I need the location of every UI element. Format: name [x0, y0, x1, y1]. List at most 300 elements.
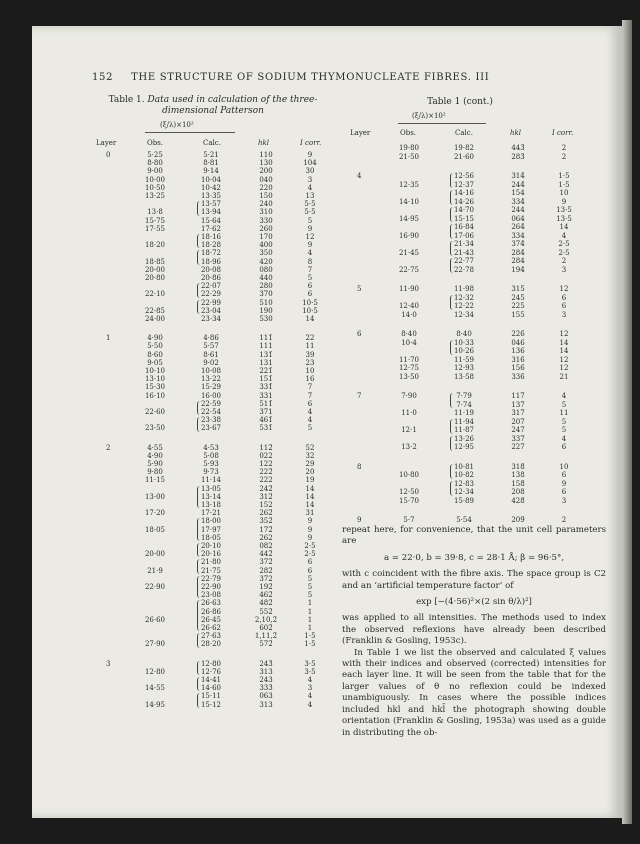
body-paragraph-1: repeat here, for convenience, that the unit cell parameters are — [342, 525, 606, 547]
calc-cell: 20·16 — [200, 550, 222, 559]
intensity-cell: 7 — [307, 391, 313, 400]
hkl-cell: 138 — [511, 471, 525, 479]
intensity-cell: 9 — [307, 224, 313, 233]
intensity-cell: 10 — [305, 367, 315, 375]
intensity-cell: 4 — [561, 392, 567, 400]
calc-cell: 17·06 — [453, 231, 475, 240]
layer-cell: 5 — [357, 285, 362, 293]
obs-cell: 5·7 — [403, 516, 415, 524]
intensity-cell: 4 — [307, 408, 313, 416]
intensity-cell: 6 — [561, 471, 567, 479]
body-paragraph-2: with c coincident with the fibre axis. The space group is C2 and an ‘artificial temperature factor’ of — [342, 569, 606, 591]
obs-cell: 5·90 — [147, 460, 163, 468]
obs-cell: 14·55 — [144, 684, 166, 693]
calc-cell: 12·32 — [453, 293, 475, 302]
table-row — [0, 373, 600, 382]
intensity-cell: 13·5 — [556, 214, 572, 223]
calc-cell: 11·87 — [453, 426, 475, 434]
calc-cell: 4·86 — [203, 334, 219, 343]
calc-cell: 14·70 — [453, 206, 475, 214]
calc-cell: 12·83 — [453, 479, 475, 488]
calc-cell: 18·72 — [200, 249, 222, 258]
intensity-cell: 9 — [307, 533, 313, 542]
hkl-cell: 150 — [259, 192, 273, 200]
calc-cell: 10·82 — [453, 471, 475, 479]
hkl-cell: 137̄ — [511, 400, 525, 409]
calc-cell: 22·79 — [200, 574, 222, 583]
hkl-cell: 510 — [259, 298, 273, 307]
intensity-cell: 5 — [307, 574, 313, 583]
obs-cell: 4·55 — [147, 443, 163, 452]
hkl-cell: 046 — [511, 338, 525, 347]
obs-cell: 22·90 — [144, 583, 166, 591]
intensity-cell: 10 — [559, 189, 569, 197]
obs-cell: 15·30 — [144, 383, 166, 392]
obs-cell: 13·8 — [147, 208, 163, 217]
intensity-cell: 5 — [561, 400, 567, 409]
obs-cell: 12·50 — [398, 488, 420, 496]
calc-cell: 17·21 — [200, 509, 222, 518]
hkl-cell: 158̄ — [511, 479, 525, 488]
obs-cell: 5·25 — [147, 151, 163, 159]
hkl-cell: 370 — [259, 290, 273, 299]
intensity-cell: 12 — [559, 285, 569, 293]
intensity-cell: 3·5 — [304, 659, 316, 668]
left-col-obs: Obs. — [147, 139, 164, 147]
left-table-caption — [82, 95, 344, 117]
intensity-cell: 1 — [307, 599, 313, 608]
calc-cell: 13·05 — [200, 484, 222, 493]
hkl-cell: 192̄ — [259, 583, 273, 591]
calc-cell: 26·63 — [200, 599, 222, 608]
intensity-cell: 4 — [561, 434, 567, 443]
layer-cell: 3 — [106, 659, 111, 668]
hkl-cell: 313 — [259, 700, 273, 709]
obs-cell: 10·50 — [144, 183, 166, 192]
intensity-cell: 4 — [307, 692, 313, 701]
intensity-cell: 1·5 — [558, 180, 570, 189]
calc-cell: 12·93 — [453, 364, 475, 372]
intensity-cell: 3 — [561, 496, 567, 505]
intensity-cell: 14 — [305, 501, 315, 509]
obs-cell: 10·00 — [144, 175, 166, 184]
running-title: THE STRUCTURE OF SODIUM THYMONUCLEATE FIBRES. III — [131, 72, 490, 83]
hkl-cell: 242̄ — [259, 484, 273, 493]
left-caption-prefix: Table 1. — [108, 95, 145, 105]
intensity-cell: 9 — [561, 479, 567, 488]
calc-cell: 14·41 — [200, 676, 222, 684]
obs-cell: 22·10 — [144, 290, 166, 299]
intensity-cell: 12 — [559, 330, 569, 338]
intensity-cell: 11 — [305, 342, 315, 351]
intensity-cell: 14 — [305, 315, 315, 323]
intensity-cell: 5 — [561, 426, 567, 434]
calc-cell: 7·79 — [456, 392, 472, 400]
hkl-cell: 155 — [511, 310, 525, 319]
calc-cell: 15·64 — [200, 216, 222, 225]
hkl-cell: 247̄ — [511, 426, 525, 434]
intensity-cell: 1·5 — [304, 632, 316, 641]
intensity-cell: 20 — [305, 468, 315, 477]
cell-parameters-equation: a = 22·0, b = 39·8, c = 28·1 Å; β = 96·5°, — [383, 552, 565, 563]
right-col-int: I corr. — [552, 129, 574, 137]
hkl-cell: 511̄ — [259, 399, 273, 408]
intensity-cell: 6 — [561, 488, 567, 496]
calc-cell: 22·29 — [200, 290, 222, 299]
calc-cell: 16·00 — [200, 391, 222, 400]
hkl-cell: 284 — [511, 257, 525, 265]
calc-cell: 23·34 — [200, 315, 222, 323]
obs-cell: 8·60 — [147, 350, 163, 359]
intensity-cell: 12 — [305, 233, 315, 241]
left-xi-rule — [145, 132, 235, 133]
intensity-cell: 104 — [303, 159, 317, 168]
hkl-cell: 151̄ — [259, 375, 273, 384]
left-col-hkl: hkl — [258, 139, 269, 147]
hkl-cell: 314̄ — [511, 172, 525, 180]
running-head — [92, 72, 522, 83]
calc-cell: 23·04 — [200, 306, 222, 315]
hkl-cell: 260 — [259, 224, 273, 233]
obs-cell: 12·35 — [398, 180, 420, 189]
calc-cell: 5·21 — [203, 151, 219, 159]
hkl-cell: 334̄ — [511, 197, 525, 206]
intensity-cell: 9 — [561, 197, 567, 206]
calc-cell: 17·62 — [200, 224, 222, 233]
calc-cell: 11·14 — [200, 476, 222, 485]
calc-cell: 17·97 — [200, 525, 222, 534]
calc-cell: 15·29 — [200, 383, 222, 392]
page-edge — [622, 20, 632, 824]
calc-cell: 22·99 — [200, 298, 222, 307]
table-row — [0, 497, 600, 506]
calc-cell: 10·42 — [200, 183, 222, 192]
calc-cell: 18·96 — [200, 257, 222, 266]
obs-cell: 18·05 — [144, 525, 166, 534]
calc-cell: 22·59 — [200, 399, 222, 408]
intensity-cell: 19 — [305, 476, 315, 485]
intensity-cell: 22 — [305, 334, 315, 343]
intensity-cell: 4 — [307, 183, 313, 192]
intensity-cell: 14 — [559, 223, 569, 231]
calc-cell: 10·26 — [453, 347, 475, 355]
obs-cell: 17·20 — [144, 509, 166, 518]
hkl-cell: 122 — [259, 460, 273, 468]
calc-cell: 9·73 — [203, 468, 219, 477]
hkl-cell: 282̄ — [259, 566, 273, 575]
table-row — [0, 266, 600, 275]
intensity-cell: 2 — [561, 257, 567, 265]
calc-cell: 8·81 — [203, 159, 219, 168]
obs-cell: 9·80 — [147, 468, 163, 477]
calc-cell: 22·54 — [200, 408, 222, 416]
intensity-cell: 4 — [307, 700, 313, 709]
hkl-cell: 337̄ — [511, 434, 525, 443]
hkl-cell: 244̄ — [511, 180, 525, 189]
table-row — [0, 443, 600, 452]
hkl-cell: 333̄ — [259, 684, 273, 693]
intensity-cell: 29 — [305, 460, 315, 468]
hkl-cell: 130 — [259, 159, 273, 168]
intensity-cell: 5 — [307, 424, 313, 433]
obs-cell: 13·2 — [401, 443, 417, 451]
intensity-cell: 5·5 — [304, 208, 316, 217]
intensity-cell: 39 — [305, 350, 315, 359]
intensity-cell: 7 — [307, 265, 313, 274]
calc-cell: 13·14 — [200, 492, 222, 501]
intensity-cell: 3·5 — [304, 667, 316, 676]
obs-cell: 16·10 — [144, 391, 166, 400]
calc-cell: 15·15 — [453, 214, 475, 223]
obs-cell: 10·80 — [398, 471, 420, 479]
obs-cell: 16·90 — [398, 231, 420, 240]
hkl-cell: 112̄ — [259, 443, 273, 452]
hkl-cell: 331 — [259, 391, 273, 400]
left-col-int: I corr. — [300, 139, 322, 147]
hkl-cell: 350 — [259, 249, 273, 258]
calc-cell: 22·78 — [453, 265, 475, 274]
calc-cell: 13·22 — [200, 375, 222, 384]
body-text — [342, 525, 606, 739]
layer-cell: 8 — [357, 462, 362, 471]
calc-cell: 20·10 — [200, 542, 222, 550]
calc-cell: 12·76 — [200, 667, 222, 676]
intensity-cell: 9 — [307, 151, 313, 159]
hkl-cell: 220 — [259, 183, 273, 192]
calc-cell: 21·75 — [200, 566, 222, 575]
calc-cell: 5·93 — [203, 460, 219, 468]
hkl-cell: 117 — [511, 392, 525, 400]
intensity-cell: 14 — [559, 338, 569, 347]
right-xi-rule — [398, 123, 486, 124]
hkl-cell: 022 — [259, 451, 273, 460]
obs-cell: 13·25 — [144, 192, 166, 200]
hkl-cell: 136 — [511, 347, 525, 355]
table-row — [0, 153, 600, 162]
intensity-cell: 52 — [305, 443, 315, 452]
hkl-cell: 227 — [511, 443, 525, 451]
obs-cell: 9·00 — [147, 167, 163, 176]
calc-cell: 12·37 — [453, 180, 475, 189]
obs-cell: 21·45 — [398, 248, 420, 257]
intensity-cell: 6 — [307, 282, 313, 291]
calc-cell: 22·77 — [453, 257, 475, 265]
intensity-cell: 1·5 — [558, 172, 570, 180]
calc-cell: 8·61 — [203, 350, 219, 359]
hkl-cell: 131 — [259, 358, 273, 367]
intensity-cell: 2 — [561, 516, 567, 524]
calc-cell: 15·89 — [453, 496, 475, 505]
calc-cell: 26·62 — [200, 624, 222, 632]
hkl-cell: 222̄ — [259, 468, 273, 477]
intensity-cell: 3 — [307, 684, 313, 693]
hkl-cell: 245̄ — [511, 293, 525, 302]
obs-cell: 27·90 — [144, 640, 166, 649]
intensity-cell: 1·5 — [304, 640, 316, 649]
hkl-cell: 226̄ — [511, 330, 525, 338]
hkl-cell: 331̄ — [259, 383, 273, 392]
hkl-cell: 064 — [511, 214, 525, 223]
hkl-cell: 221̄ — [259, 367, 273, 375]
calc-cell: 11·98 — [453, 285, 475, 293]
intensity-cell: 4 — [307, 676, 313, 684]
intensity-cell: 13 — [305, 192, 315, 200]
hkl-cell: 443̄ — [511, 144, 525, 152]
calc-cell: 23·38 — [200, 416, 222, 425]
intensity-cell: 3 — [561, 265, 567, 274]
calc-cell: 26·86 — [200, 607, 222, 616]
calc-cell: 4·53 — [203, 443, 219, 452]
intensity-cell: 12 — [559, 364, 569, 372]
body-paragraph-3: was applied to all intensities. The methods used to index the observed reflexions have already been described (Franklin & Gosling, 1953c). — [342, 613, 606, 647]
intensity-cell: 21 — [559, 372, 569, 381]
hkl-cell: 400 — [259, 241, 273, 250]
calc-cell: 13·18 — [200, 501, 222, 509]
calc-cell: 14·60 — [200, 684, 222, 693]
intensity-cell: 2·5 — [304, 550, 316, 559]
calc-cell: 10·08 — [200, 367, 222, 375]
calc-cell: 15·12 — [200, 700, 222, 709]
obs-cell: 22·60 — [144, 408, 166, 416]
obs-cell: 15·70 — [398, 496, 420, 505]
calc-cell: 14·16 — [453, 189, 475, 197]
obs-cell: 12·80 — [144, 667, 166, 676]
calc-cell: 12·22 — [453, 302, 475, 310]
layer-cell: 1 — [106, 334, 111, 343]
calc-cell: 28·20 — [200, 640, 222, 649]
calc-cell: 9·14 — [203, 167, 219, 176]
obs-cell: 20·00 — [144, 265, 166, 274]
intensity-cell: 2 — [561, 152, 567, 161]
hkl-cell: 243̄ — [259, 659, 273, 668]
intensity-cell: 1 — [307, 615, 313, 624]
hkl-cell: 462̄ — [259, 591, 273, 600]
calc-cell: 10·04 — [200, 175, 222, 184]
obs-cell: 4·90 — [147, 451, 163, 460]
calc-cell: 12·34 — [453, 488, 475, 496]
obs-cell: 14·95 — [144, 700, 166, 709]
table-row — [0, 701, 330, 710]
calc-cell: 23·67 — [200, 424, 222, 433]
intensity-cell: 4 — [307, 416, 313, 425]
calc-cell: 10·81 — [453, 462, 475, 471]
calc-cell: 5·54 — [456, 516, 472, 524]
obs-cell: 17·55 — [144, 224, 166, 233]
hkl-cell: 440 — [259, 274, 273, 282]
intensity-cell: 5 — [561, 417, 567, 426]
intensity-cell: 9 — [307, 241, 313, 250]
hkl-cell: 111 — [259, 342, 273, 351]
calc-cell: 18·00 — [200, 517, 222, 526]
calc-cell: 14·26 — [453, 197, 475, 206]
calc-cell: 21·43 — [453, 248, 475, 257]
calc-cell: 12·56 — [453, 172, 475, 180]
intensity-cell: 10·5 — [302, 298, 318, 307]
hkl-cell: 330 — [259, 216, 273, 225]
intensity-cell: 9 — [307, 525, 313, 534]
obs-cell: 24·00 — [144, 315, 166, 323]
right-xi-header: (ξ/λ)×10² — [412, 112, 446, 120]
hkl-cell: 2,10,2̄ — [254, 615, 278, 624]
calc-cell: 21·60 — [453, 152, 475, 161]
intensity-cell: 6 — [561, 443, 567, 451]
obs-cell: 7·90 — [401, 392, 417, 400]
hkl-cell: 262 — [259, 533, 273, 542]
hkl-cell: 200 — [259, 167, 273, 176]
intensity-cell: 10·5 — [302, 306, 318, 315]
intensity-cell: 5 — [307, 216, 313, 225]
table-row — [0, 311, 600, 320]
hkl-cell: 040 — [259, 175, 273, 184]
hkl-cell: 372̄ — [259, 558, 273, 567]
right-col-hkl: hkl — [510, 129, 521, 137]
obs-cell: 10·4 — [401, 338, 417, 347]
calc-cell: 13·26 — [453, 434, 475, 443]
hkl-cell: 318̄ — [511, 462, 525, 471]
hkl-cell: 156̄ — [511, 364, 525, 372]
calc-cell: 9·02 — [203, 358, 219, 367]
intensity-cell: 6 — [561, 302, 567, 310]
hkl-cell: 313 — [259, 667, 273, 676]
calc-cell: 11·94 — [453, 417, 475, 426]
hkl-cell: 222 — [259, 476, 273, 485]
left-xi-header: (ξ/λ)×10² — [160, 121, 194, 129]
obs-cell: 22·75 — [398, 265, 420, 274]
obs-cell: 9·05 — [147, 358, 163, 367]
hkl-cell: 082 — [259, 542, 273, 550]
calc-cell: 19·82 — [453, 144, 475, 152]
calc-cell: 12·34 — [453, 310, 475, 319]
intensity-cell: 5 — [307, 583, 313, 591]
obs-cell: 5·50 — [147, 342, 163, 351]
intensity-cell: 6 — [307, 290, 313, 299]
hkl-cell: 420 — [259, 257, 273, 266]
hkl-cell: 244 — [511, 206, 525, 214]
calc-cell: 12·95 — [453, 443, 475, 451]
left-col-calc: Calc. — [203, 139, 221, 147]
obs-cell: 12·40 — [398, 302, 420, 310]
obs-cell: 4·90 — [147, 334, 163, 343]
obs-cell: 10·10 — [144, 367, 166, 375]
intensity-cell: 14 — [559, 347, 569, 355]
obs-cell: 21·50 — [398, 152, 420, 161]
obs-cell: 13·50 — [398, 372, 420, 381]
obs-cell: 14·95 — [398, 214, 420, 223]
hkl-cell: 315̄ — [511, 285, 525, 293]
obs-cell: 14·0 — [401, 310, 417, 319]
left-col-layer: Layer — [96, 139, 117, 147]
hkl-cell: 371 — [259, 408, 273, 416]
layer-cell: 0 — [106, 151, 111, 159]
hkl-cell: 152 — [259, 501, 273, 509]
layer-cell: 7 — [357, 392, 362, 400]
hkl-cell: 172̄ — [259, 525, 273, 534]
obs-cell: 15·75 — [144, 216, 166, 225]
right-table-caption: Table 1 (cont.) — [427, 97, 493, 107]
obs-cell: 23·50 — [144, 424, 166, 433]
calc-cell: 15·11 — [200, 692, 222, 701]
calc-cell: 11·19 — [453, 409, 475, 417]
hkl-cell: 243 — [259, 676, 273, 684]
layer-cell: 2 — [106, 443, 111, 452]
intensity-cell: 2·5 — [304, 542, 316, 550]
obs-cell: 14·10 — [398, 197, 420, 206]
calc-cell: 23·08 — [200, 591, 222, 600]
obs-cell: 12·1 — [401, 426, 417, 434]
calc-cell: 22·07 — [200, 282, 222, 291]
calc-cell: 13·94 — [200, 208, 222, 217]
obs-cell: 21·9 — [147, 566, 163, 575]
